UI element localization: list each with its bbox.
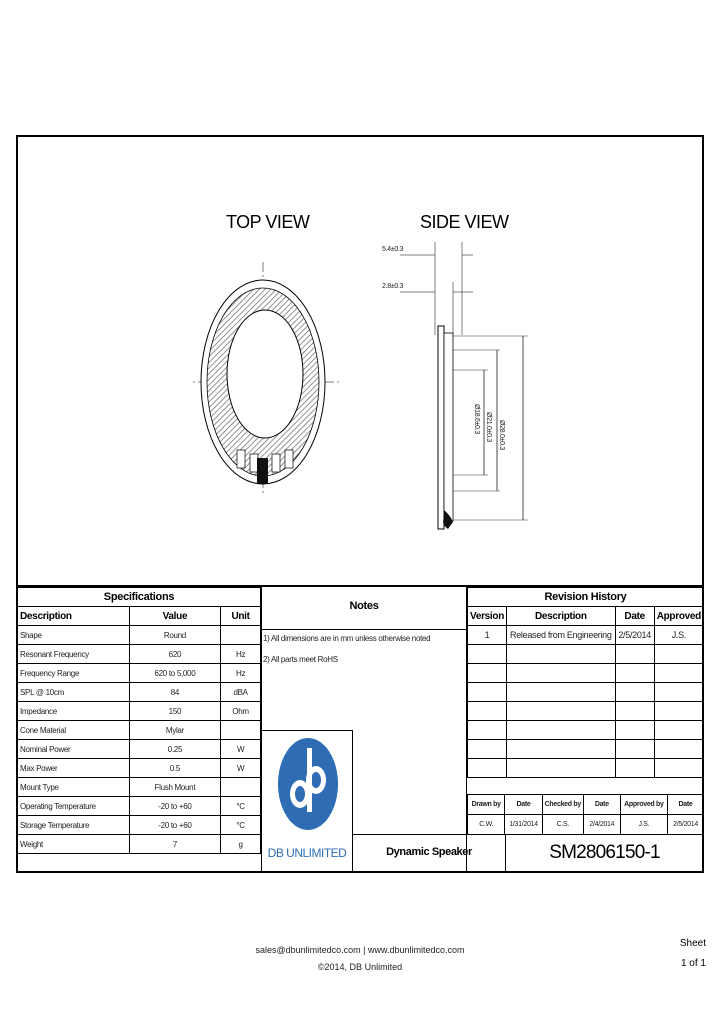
product-name: Dynamic Speaker <box>386 846 472 858</box>
rev-version: 1 <box>468 626 507 645</box>
rev-header-version: Version <box>468 607 507 626</box>
spec-value: 620 to 5,000 <box>129 664 221 683</box>
spec-unit: W <box>221 740 261 759</box>
dim-magnet-dia: Ø21.0±0.3 <box>485 412 492 442</box>
spec-unit: °C <box>221 797 261 816</box>
logo-text: DB UNLIMITED <box>267 846 347 860</box>
approvals-table <box>467 794 704 835</box>
speaker-rim <box>438 326 444 529</box>
spec-unit <box>221 626 261 645</box>
spec-header-description: Description <box>18 607 130 626</box>
spec-unit: dBA <box>221 683 261 702</box>
note-line-1: 1) All dimensions are in mm unless otherwise noted <box>263 634 431 643</box>
spec-desc: Mount Type <box>18 778 130 797</box>
spec-unit <box>221 778 261 797</box>
approval-header: Approved by <box>620 795 667 815</box>
approval-value: J.S. <box>620 815 667 835</box>
spec-desc: Cone Material <box>18 721 130 740</box>
approval-header: Drawn by <box>468 795 505 815</box>
approval-value: 1/31/2014 <box>505 815 542 835</box>
spec-unit: Hz <box>221 645 261 664</box>
dim-rim-thickness: 2.8±0.3 <box>382 283 404 290</box>
spec-desc: Shape <box>18 626 130 645</box>
spec-header-value: Value <box>129 607 221 626</box>
spec-value: Mylar <box>129 721 221 740</box>
footer-copyright: ©2014, DB Unlimited <box>317 962 403 972</box>
footer-contact: sales@dbunlimitedco.com | www.dbunlimitedco.com <box>255 945 465 955</box>
spec-desc: Operating Temperature <box>18 797 130 816</box>
spec-value: -20 to +60 <box>129 816 221 835</box>
spec-value: 84 <box>129 683 221 702</box>
spec-value: 620 <box>129 645 221 664</box>
dim-inner-dia: Ø18.6±0.3 <box>473 404 480 434</box>
side-view-title: SIDE VIEW <box>420 212 509 232</box>
sheet-label: Sheet <box>679 938 706 949</box>
center-opening <box>227 310 303 438</box>
spec-value: 150 <box>129 702 221 721</box>
speaker-body <box>444 333 453 521</box>
spec-desc: Weight <box>18 835 130 854</box>
approval-value: C.S. <box>542 815 583 835</box>
spec-value: Flush Mount <box>129 778 221 797</box>
spec-desc: Nominal Power <box>18 740 130 759</box>
spec-value: 7 <box>129 835 221 854</box>
db-logo-mark <box>276 734 340 834</box>
spec-desc: Resonant Frequency <box>18 645 130 664</box>
approval-value: 2/5/2014 <box>668 815 704 835</box>
spec-value: -20 to +60 <box>129 797 221 816</box>
part-number: SM2806150-1 <box>549 842 660 863</box>
rev-header-date: Date <box>615 607 654 626</box>
revision-title: Revision History <box>468 588 704 607</box>
spec-unit: °C <box>221 816 261 835</box>
spec-value: Round <box>129 626 221 645</box>
spec-desc: Storage Temperature <box>18 816 130 835</box>
spec-header-unit: Unit <box>221 607 261 626</box>
rev-header-approved: Approved <box>654 607 703 626</box>
dim-total-thickness: 5.4±0.3 <box>382 246 404 253</box>
rev-date: 2/5/2014 <box>615 626 654 645</box>
notes-title: Notes <box>349 600 379 612</box>
spec-unit: W <box>221 759 261 778</box>
rev-approved: J.S. <box>654 626 703 645</box>
spec-unit <box>221 721 261 740</box>
approval-value: 2/4/2014 <box>583 815 620 835</box>
spec-unit: g <box>221 835 261 854</box>
approval-header: Date <box>668 795 704 815</box>
spec-unit: Hz <box>221 664 261 683</box>
specifications-title: Specifications <box>18 588 261 607</box>
approval-header: Date <box>583 795 620 815</box>
spec-desc: Impedance <box>18 702 130 721</box>
spec-desc: SPL @ 10cm <box>18 683 130 702</box>
terminal-pad <box>257 458 268 484</box>
spec-value: 0.5 <box>129 759 221 778</box>
spec-value: 0.25 <box>129 740 221 759</box>
dim-outer-dia: Ø28.0±0.3 <box>498 420 505 450</box>
rev-description: Released from Engineering <box>507 626 616 645</box>
specifications-table <box>17 587 261 854</box>
note-line-2: 2) All parts meet RoHS <box>263 655 338 664</box>
sheet-value: 1 of 1 <box>680 958 706 969</box>
approval-header: Date <box>505 795 542 815</box>
top-view-title: TOP VIEW <box>226 212 310 232</box>
revision-history-table <box>467 587 704 778</box>
approval-header: Checked by <box>542 795 583 815</box>
approval-value: C.W. <box>468 815 505 835</box>
spec-desc: Max Power <box>18 759 130 778</box>
top-view-drawing <box>190 262 340 502</box>
spec-unit: Ohm <box>221 702 261 721</box>
spec-desc: Frequency Range <box>18 664 130 683</box>
rev-header-description: Description <box>507 607 616 626</box>
side-view-drawing <box>378 240 548 540</box>
